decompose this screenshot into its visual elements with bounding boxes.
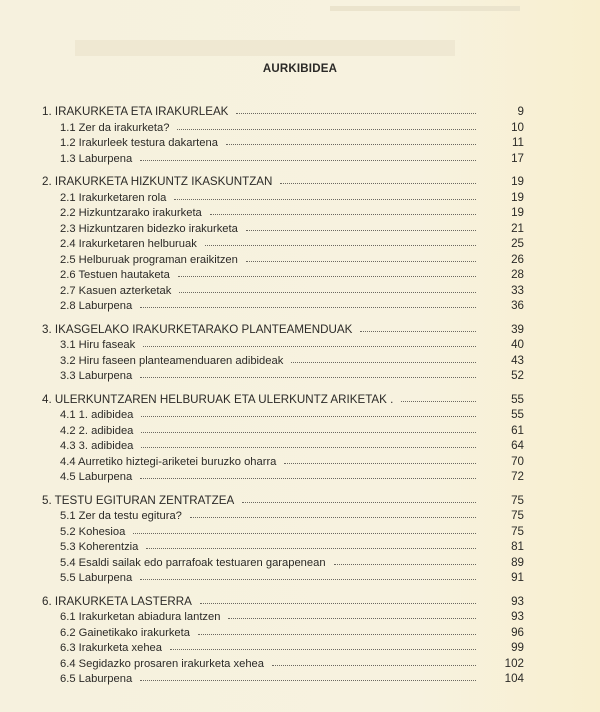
page-number: 70: [511, 454, 524, 468]
dot-leader: [140, 680, 476, 681]
dot-leader: [334, 564, 476, 565]
entry-title: 6.5 Laburpena: [60, 673, 133, 685]
toc-section-entry: [42, 470, 522, 486]
dot-leader: [140, 377, 476, 378]
toc-section-entry: [42, 299, 522, 315]
dot-leader: [177, 129, 476, 130]
toc-chapter: [42, 105, 522, 167]
dot-leader: [246, 230, 476, 231]
dot-leader: [170, 649, 476, 650]
dot-leader: [141, 447, 476, 448]
entry-title: 2.5 Helburuak programan eraikitzen: [60, 253, 238, 266]
show-through-text: [75, 40, 455, 56]
entry-title: 6.1 Irakurketan abiadura lantzen: [60, 611, 221, 623]
dot-leader: [140, 307, 476, 308]
entry-title: 3.3 Laburpena: [60, 370, 133, 382]
dot-leader: [205, 245, 476, 246]
page-number: 89: [511, 555, 524, 569]
toc-section-entry: [42, 540, 522, 556]
entry-title: 2. IRAKURKETA HIZKUNTZ IKASKUNTZAN: [42, 175, 273, 188]
entry-title: 3. IKASGELAKO IRAKURKETARAKO PLANTEAMENDUAK: [42, 322, 353, 336]
dot-leader: [210, 214, 476, 215]
toc-section-entry: [42, 369, 522, 385]
entry-title: 2.1 Irakurketaren rola: [60, 191, 167, 204]
page-number: 40: [511, 338, 524, 351]
toc-section-entry: [42, 672, 522, 688]
entry-title: 1. IRAKURKETA ETA IRAKURLEAK: [42, 105, 229, 118]
toc-section-entry: [42, 610, 522, 626]
page-number: 17: [511, 151, 524, 165]
page-number: 19: [511, 206, 524, 219]
entry-title: 2.3 Hizkuntzaren bidezko irakurketa: [60, 222, 238, 235]
page-number: 93: [511, 610, 524, 623]
toc-section-entry: [42, 455, 522, 471]
page-number: 55: [511, 392, 524, 406]
entry-title: 2.2 Hizkuntzarako irakurketa: [60, 207, 202, 219]
dot-leader: [140, 478, 476, 479]
dot-leader: [198, 634, 476, 635]
dot-leader: [242, 502, 476, 503]
page-number: 19: [511, 175, 524, 188]
toc-chapter: [42, 494, 522, 587]
dot-leader: [226, 144, 476, 145]
toc-section-entry: [42, 268, 522, 284]
toc-chapter: [42, 595, 522, 688]
page-number: 104: [504, 672, 524, 685]
toc-chapter-entry: [42, 494, 522, 510]
toc-chapter: [42, 175, 522, 315]
entry-title: 5.3 Koherentzia: [60, 541, 139, 553]
toc-section-entry: [42, 571, 522, 587]
page-number: 36: [511, 299, 524, 312]
dot-leader: [280, 183, 476, 184]
page-number: 81: [511, 540, 524, 553]
page-number: 9: [517, 105, 524, 118]
dot-leader: [146, 548, 476, 549]
dot-leader: [291, 362, 476, 363]
toc-section-entry: [42, 525, 522, 541]
entry-title: 1.2 Irakurleek testura dakartena: [60, 137, 218, 149]
dot-leader: [179, 292, 476, 293]
toc-section-entry: [42, 354, 522, 370]
toc-section-entry: [42, 439, 522, 455]
dot-leader: [284, 463, 476, 464]
entry-title: 4.2 2. adibidea: [60, 424, 134, 437]
page-number: 64: [511, 439, 524, 452]
dot-leader: [174, 199, 476, 200]
page-number: 61: [511, 423, 524, 437]
page-number: 28: [511, 268, 524, 281]
entry-title: 4.5 Laburpena: [60, 471, 133, 483]
entry-title: 5.2 Kohesioa: [60, 525, 126, 538]
page-number: 10: [511, 120, 524, 134]
entry-title: 4. ULERKUNTZAREN HELBURUAK ETA ULERKUNTZ ARIKETAK .: [42, 392, 394, 406]
entry-title: 1.3 Laburpena: [60, 152, 133, 165]
entry-title: 5.4 Esaldi sailak edo parrafoak testuaren garapenean: [60, 556, 326, 569]
page-number: 75: [511, 509, 524, 522]
entry-title: 3.1 Hiru faseak: [60, 339, 136, 351]
page-number: 33: [511, 283, 524, 297]
entry-title: 6. IRAKURKETA LASTERRA: [42, 594, 192, 608]
table-of-contents: [42, 105, 522, 696]
toc-chapter-entry: [42, 393, 522, 409]
entry-title: 6.2 Gainetikako irakurketa: [60, 626, 190, 639]
page-number: 26: [511, 252, 524, 266]
page-number: 25: [511, 237, 524, 250]
toc-chapter-entry: [42, 323, 522, 339]
entry-title: 6.3 Irakurketa xehea: [60, 642, 162, 654]
toc-section-entry: [42, 237, 522, 253]
toc-chapter-entry: [42, 175, 522, 191]
dot-leader: [246, 261, 476, 262]
entry-title: 1.1 Zer da irakurketa?: [60, 121, 170, 134]
page-number: 72: [511, 470, 524, 483]
dot-leader: [143, 346, 476, 347]
dot-leader: [141, 432, 476, 433]
dot-leader: [178, 276, 476, 277]
toc-chapter-entry: [42, 105, 522, 121]
toc-section-entry: [42, 338, 522, 354]
toc-section-entry: [42, 206, 522, 222]
page-number: 21: [511, 221, 524, 235]
entry-title: 5.5 Laburpena: [60, 572, 133, 584]
entry-title: 2.4 Irakurketaren helburuak: [60, 238, 197, 250]
page-number: 39: [511, 322, 524, 336]
dot-leader: [401, 401, 476, 402]
toc-section-entry: [42, 641, 522, 657]
toc-section-entry: [42, 509, 522, 525]
entry-title: 4.3 3. adibidea: [60, 440, 134, 452]
toc-section-entry: [42, 152, 522, 168]
toc-section-entry: [42, 408, 522, 424]
entry-title: 2.7 Kasuen azterketak: [60, 284, 172, 297]
page-number: 55: [511, 408, 524, 421]
dot-leader: [228, 618, 476, 619]
entry-title: 4.4 Aurretiko hiztegi-ariketei buruzko oharra: [60, 455, 277, 468]
toc-section-entry: [42, 136, 522, 152]
entry-title: 4.1 1. adibidea: [60, 409, 134, 421]
entry-title: 3.2 Hiru faseen planteamenduaren adibideak: [60, 354, 284, 367]
page-number: 52: [511, 369, 524, 382]
dot-leader: [190, 517, 476, 518]
page-number: 75: [511, 493, 524, 507]
toc-chapter: [42, 393, 522, 486]
dot-leader: [140, 160, 476, 161]
page-number: 75: [511, 524, 524, 538]
toc-section-entry: [42, 222, 522, 238]
show-through-text: [330, 6, 520, 11]
toc-section-entry: [42, 191, 522, 207]
entry-title: 5. TESTU EGITURAN ZENTRATZEA: [42, 493, 235, 507]
page-title: AURKIBIDEA: [262, 63, 338, 75]
page-number: 11: [511, 136, 524, 149]
dot-leader: [140, 579, 476, 580]
entry-title: 2.8 Laburpena: [60, 300, 133, 312]
toc-section-entry: [42, 253, 522, 269]
page-number: 93: [511, 594, 524, 608]
toc-section-entry: [42, 626, 522, 642]
entry-title: 5.1 Zer da testu egitura?: [60, 510, 182, 522]
dot-leader: [200, 603, 476, 604]
toc-section-entry: [42, 556, 522, 572]
toc-section-entry: [42, 657, 522, 673]
page-number: 43: [511, 353, 524, 367]
dot-leader: [236, 113, 476, 114]
toc-chapter-entry: [42, 595, 522, 611]
page-number: 102: [504, 656, 524, 670]
entry-title: 2.6 Testuen hautaketa: [60, 269, 170, 281]
page-number: 96: [511, 625, 524, 639]
page-number: 19: [511, 190, 524, 204]
page-number: 91: [511, 571, 524, 584]
dot-leader: [141, 416, 476, 417]
toc-section-entry: [42, 284, 522, 300]
entry-title: 6.4 Segidazko prosaren irakurketa xehea: [60, 657, 264, 670]
dot-leader: [272, 665, 476, 666]
page-number: 99: [511, 641, 524, 654]
toc-chapter: [42, 323, 522, 385]
dot-leader: [133, 533, 476, 534]
dot-leader: [360, 331, 476, 332]
toc-section-entry: [42, 424, 522, 440]
toc-section-entry: [42, 121, 522, 137]
